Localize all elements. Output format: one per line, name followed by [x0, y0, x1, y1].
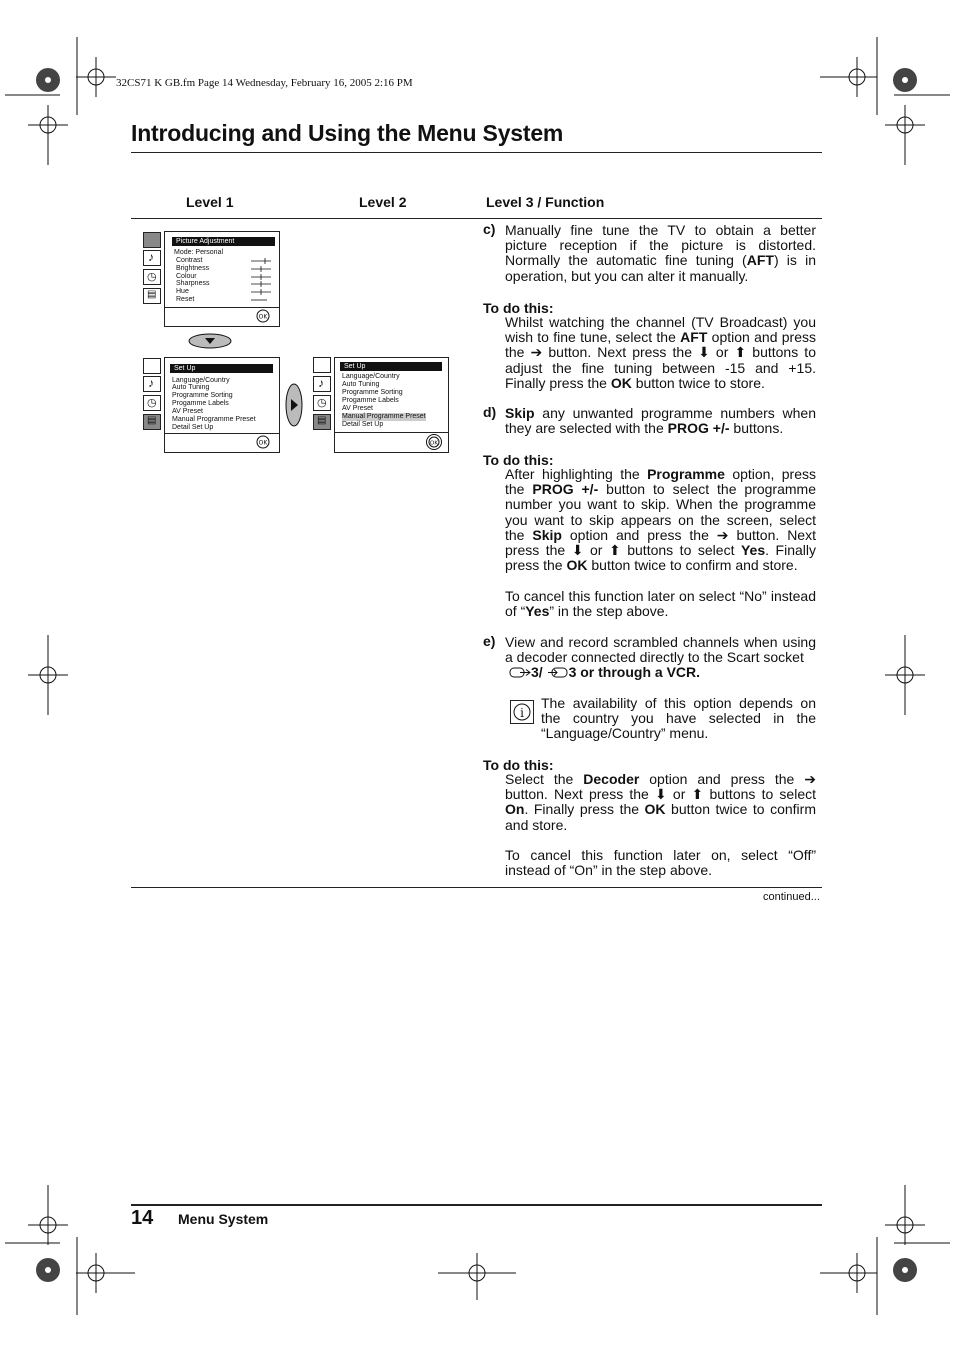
music-note-icon: ♪	[143, 376, 161, 392]
ok-button-icon	[256, 435, 270, 449]
tv-icon	[313, 357, 331, 373]
clock-icon: ◷	[143, 395, 161, 411]
section-d-letter: d)	[483, 404, 497, 420]
tv-icon	[143, 232, 161, 248]
divider	[335, 432, 448, 433]
file-info: 32CS71 K GB.fm Page 14 Wednesday, February 16, 2005 2:16 PM	[116, 77, 413, 89]
section-e-scart-label: 3/	[531, 664, 543, 681]
menu-item: Detail Set Up	[342, 421, 384, 428]
section-d-cancel-text: To cancel this function later on select “No” instead of “Yes” in the step above.	[505, 588, 816, 620]
section-e-cancel-text: To cancel this function later on, select “Off” instead of “On” in the step above.	[505, 847, 816, 879]
svg-text:OK: OK	[258, 439, 268, 447]
section-e-intro	[505, 635, 816, 681]
section-c-letter: c)	[483, 221, 496, 237]
menu-item: Sharpness	[176, 280, 210, 287]
menu-item: Colour	[176, 273, 197, 280]
column-header-level3: Level 3 / Function	[486, 194, 605, 210]
picture-adjustment-screen	[164, 231, 280, 327]
scart-decoder-socket-icon	[547, 666, 569, 679]
menu-item-selected: Manual Programme Preset	[342, 413, 426, 420]
menu-item: Programme Sorting	[342, 389, 403, 396]
title-rule	[131, 152, 822, 153]
ok-button-icon	[256, 309, 270, 323]
divider	[165, 307, 279, 308]
section-e-todo-label: To do this:	[483, 757, 554, 773]
menu-item: Progamme Labels	[342, 397, 399, 404]
continued-note: continued...	[763, 891, 820, 903]
svg-text:OK: OK	[258, 313, 268, 321]
ok-dpad-icon	[426, 434, 442, 450]
menu-item: Mode: Personal	[174, 249, 224, 256]
menu-header: Picture Adjustment	[172, 237, 275, 246]
svg-text:i: i	[520, 706, 524, 720]
right-arrow-button-icon	[284, 383, 304, 427]
section-c-todo-text: Whilst watching the channel (TV Broadcast) you wish to fine tune, select the AFT option and press the ➔ button. Next press the ⬇ or ⬆ buttons to adjust the fine tuning between -15 and +15. Finally press the OK button twice to store.	[505, 314, 817, 391]
section-c-todo-label: To do this:	[483, 300, 554, 316]
menu-item: Auto Tuning	[342, 381, 380, 388]
toolbox-icon: ▤	[143, 288, 161, 304]
menu-item: Manual Programme Preset	[172, 416, 256, 423]
section-d-todo-label: To do this:	[483, 452, 554, 468]
setup-screen-left	[164, 357, 280, 453]
menu-header: Set Up	[340, 362, 442, 371]
section-d-intro: Skip any unwanted programme numbers when they are selected with the PROG +/- buttons.	[505, 405, 816, 437]
section-e-intro-text: View and record scrambled channels when using a decoder connected directly to the Scart socket	[505, 634, 816, 666]
footer-rule	[131, 1204, 822, 1206]
menu-item: AV Preset	[342, 405, 373, 412]
menu-item: Programme Sorting	[172, 392, 233, 399]
toolbox-icon: ▤	[143, 414, 161, 430]
page-title: Introducing and Using the Menu System	[131, 120, 564, 146]
section-c-intro: Manually fine tune the TV to obtain a better picture reception if the picture is distorted. Normally the automatic fine tuning (AFT) is in operation, but you can alter it manually.	[505, 222, 817, 284]
divider	[165, 433, 279, 434]
toolbox-icon: ▤	[313, 414, 331, 430]
section-d-todo-text: After highlighting the Programme option, press the PROG +/- button to select the programme number you want to skip. When the programme you want to skip appears on the screen, select the Skip option and press the ➔ button. Next press the ⬇ or ⬆ buttons to select Yes. Finally press the OK button twice to confirm and store.	[505, 466, 816, 574]
slider-graphics	[249, 257, 273, 303]
footer-section-label: Menu System	[178, 1211, 269, 1227]
menu-item: Reset	[176, 296, 195, 303]
section-e-letter: e)	[483, 633, 496, 649]
menu-item: Hue	[176, 288, 189, 295]
music-note-icon: ♪	[143, 250, 161, 266]
content-bottom-rule	[131, 887, 822, 888]
scart-socket-icon	[509, 666, 531, 679]
tv-icon	[143, 358, 161, 374]
menu-item: Language/Country	[342, 373, 400, 380]
menu-item: Contrast	[176, 257, 203, 264]
section-e-todo-text: Select the Decoder option and press the ➔ button. Next press the ⬇ or ⬆ buttons to select On. Finally press the OK button twice to confirm and store.	[505, 771, 816, 833]
menu-item: Progamme Labels	[172, 400, 229, 407]
menu-item: Brightness	[176, 265, 210, 272]
menu-item: Detail Set Up	[172, 424, 214, 431]
section-e-intro-end: 3 or through a VCR.	[568, 664, 701, 681]
setup-screen-right	[334, 357, 449, 453]
menu-item: Auto Tuning	[172, 384, 210, 391]
music-note-icon: ♪	[313, 376, 331, 392]
clock-icon: ◷	[143, 269, 161, 285]
down-arrow-button-icon	[188, 333, 232, 349]
info-icon	[510, 700, 534, 724]
column-header-level2: Level 2	[359, 194, 407, 210]
page-number: 14	[131, 1207, 154, 1229]
menu-item: AV Preset	[172, 408, 203, 415]
column-header-level1: Level 1	[186, 194, 234, 210]
menu-item: Language/Country	[172, 377, 230, 384]
header-rule	[131, 218, 822, 219]
section-e-note: The availability of this option depends on the country you have selected in the “Language/Country” menu.	[541, 695, 816, 742]
menu-header: Set Up	[170, 364, 273, 373]
svg-text:OK: OK	[430, 440, 438, 447]
clock-icon: ◷	[313, 395, 331, 411]
